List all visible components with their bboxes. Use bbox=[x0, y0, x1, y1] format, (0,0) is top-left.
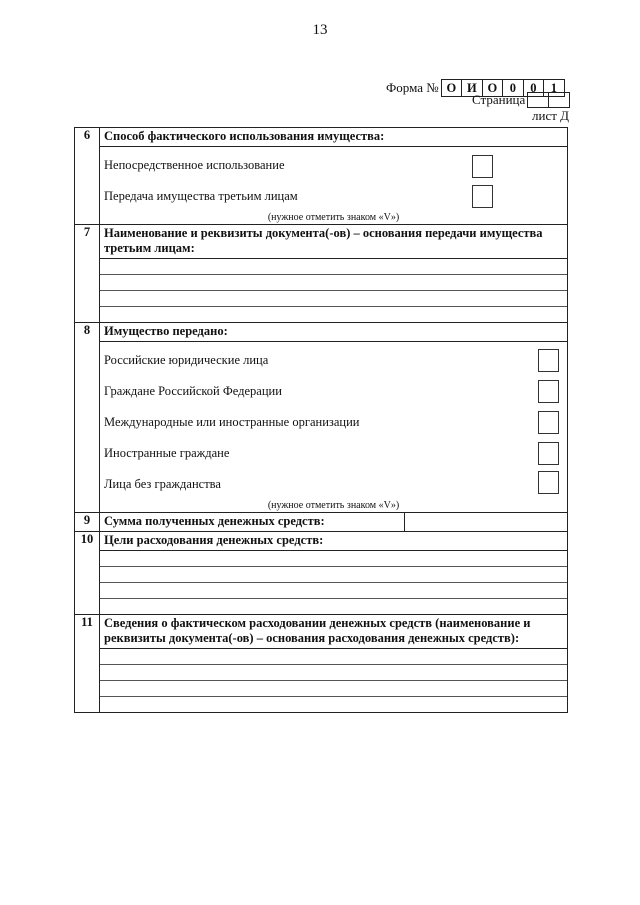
section-title: Цели расходования денежных средств: bbox=[100, 532, 567, 551]
section-7 bbox=[75, 225, 568, 323]
checkbox[interactable] bbox=[538, 442, 559, 465]
form-code-cell: 0 bbox=[502, 79, 524, 97]
section-title: Сведения о фактическом расходовании денежных средств (наименование и реквизиты документа(-ов) – основания расходования денежных средств): bbox=[100, 615, 567, 649]
option-label: Граждане Российской Федерации bbox=[104, 384, 282, 398]
section-body bbox=[100, 128, 568, 225]
entry-line[interactable] bbox=[100, 582, 567, 598]
entry-lines[interactable] bbox=[100, 259, 567, 322]
form-table bbox=[74, 127, 568, 713]
entry-line[interactable] bbox=[100, 598, 567, 614]
checkbox[interactable] bbox=[538, 380, 559, 403]
entry-lines[interactable] bbox=[100, 649, 567, 712]
entry-line[interactable] bbox=[100, 551, 567, 566]
section-9 bbox=[75, 513, 568, 532]
sheet-label: лист Д bbox=[532, 108, 570, 123]
option-row bbox=[100, 181, 567, 212]
entry-line[interactable] bbox=[100, 649, 567, 664]
sum-row bbox=[100, 513, 567, 531]
section-body bbox=[100, 532, 568, 615]
section-body bbox=[100, 323, 568, 513]
option-row bbox=[100, 407, 567, 438]
option-label: Лица без гражданства bbox=[104, 477, 221, 491]
page-number-field bbox=[472, 92, 570, 108]
page-cell[interactable] bbox=[548, 92, 570, 108]
section-11 bbox=[75, 615, 568, 713]
form-code-cell: 1 bbox=[543, 79, 565, 97]
entry-line[interactable] bbox=[100, 664, 567, 680]
page-number: 13 bbox=[312, 22, 328, 38]
option-row bbox=[100, 438, 567, 469]
entry-line[interactable] bbox=[100, 696, 567, 712]
option-label: Российские юридические лица bbox=[104, 353, 269, 367]
section-number: 10 bbox=[75, 532, 100, 615]
entry-line[interactable] bbox=[100, 680, 567, 696]
sum-value-field[interactable] bbox=[405, 513, 567, 531]
section-6 bbox=[75, 128, 568, 225]
option-label: Международные или иностранные организации bbox=[104, 415, 360, 429]
hint-text: (нужное отметить знаком «V») bbox=[267, 500, 400, 511]
section-8 bbox=[75, 323, 568, 513]
form-code-cell: 0 bbox=[523, 79, 545, 97]
section-title: Наименование и реквизиты документа(-ов) – основания передачи имущества третьим лицам: bbox=[100, 225, 567, 259]
entry-lines[interactable] bbox=[100, 551, 567, 614]
section-number: 11 bbox=[75, 615, 100, 713]
section-number: 7 bbox=[75, 225, 100, 323]
section-number: 6 bbox=[75, 128, 100, 225]
section-body bbox=[100, 225, 568, 323]
checkbox[interactable] bbox=[472, 155, 493, 178]
option-label: Иностранные граждане bbox=[104, 446, 230, 460]
section-number: 8 bbox=[75, 323, 100, 513]
section-body bbox=[100, 513, 568, 532]
option-row bbox=[100, 150, 567, 181]
option-row bbox=[100, 469, 567, 500]
checkbox[interactable] bbox=[538, 471, 559, 494]
option-row bbox=[100, 376, 567, 407]
section-title: Имущество передано: bbox=[100, 323, 567, 342]
page-cell[interactable] bbox=[527, 92, 549, 108]
option-label: Передача имущества третьим лицам bbox=[104, 189, 298, 203]
section-title: Сумма полученных денежных средств: bbox=[100, 513, 405, 531]
form-code-cell: О bbox=[441, 79, 463, 97]
entry-line[interactable] bbox=[100, 566, 567, 582]
form-code-cell: И bbox=[461, 79, 483, 97]
section-title: Способ фактического использования имущества: bbox=[100, 128, 567, 147]
entry-line[interactable] bbox=[100, 306, 567, 322]
form-number-label: Форма № bbox=[386, 80, 439, 95]
section-body bbox=[100, 615, 568, 713]
section-10 bbox=[75, 532, 568, 615]
hint-text: (нужное отметить знаком «V») bbox=[267, 212, 400, 223]
option-row bbox=[100, 345, 567, 376]
section-number: 9 bbox=[75, 513, 100, 532]
entry-line[interactable] bbox=[100, 259, 567, 274]
option-label: Непосредственное использование bbox=[104, 158, 285, 172]
checkbox[interactable] bbox=[472, 185, 493, 208]
form-code-cell: О bbox=[482, 79, 504, 97]
entry-line[interactable] bbox=[100, 290, 567, 306]
page-label: Страница bbox=[472, 92, 526, 107]
entry-line[interactable] bbox=[100, 274, 567, 290]
checkbox[interactable] bbox=[538, 411, 559, 434]
checkbox[interactable] bbox=[538, 349, 559, 372]
